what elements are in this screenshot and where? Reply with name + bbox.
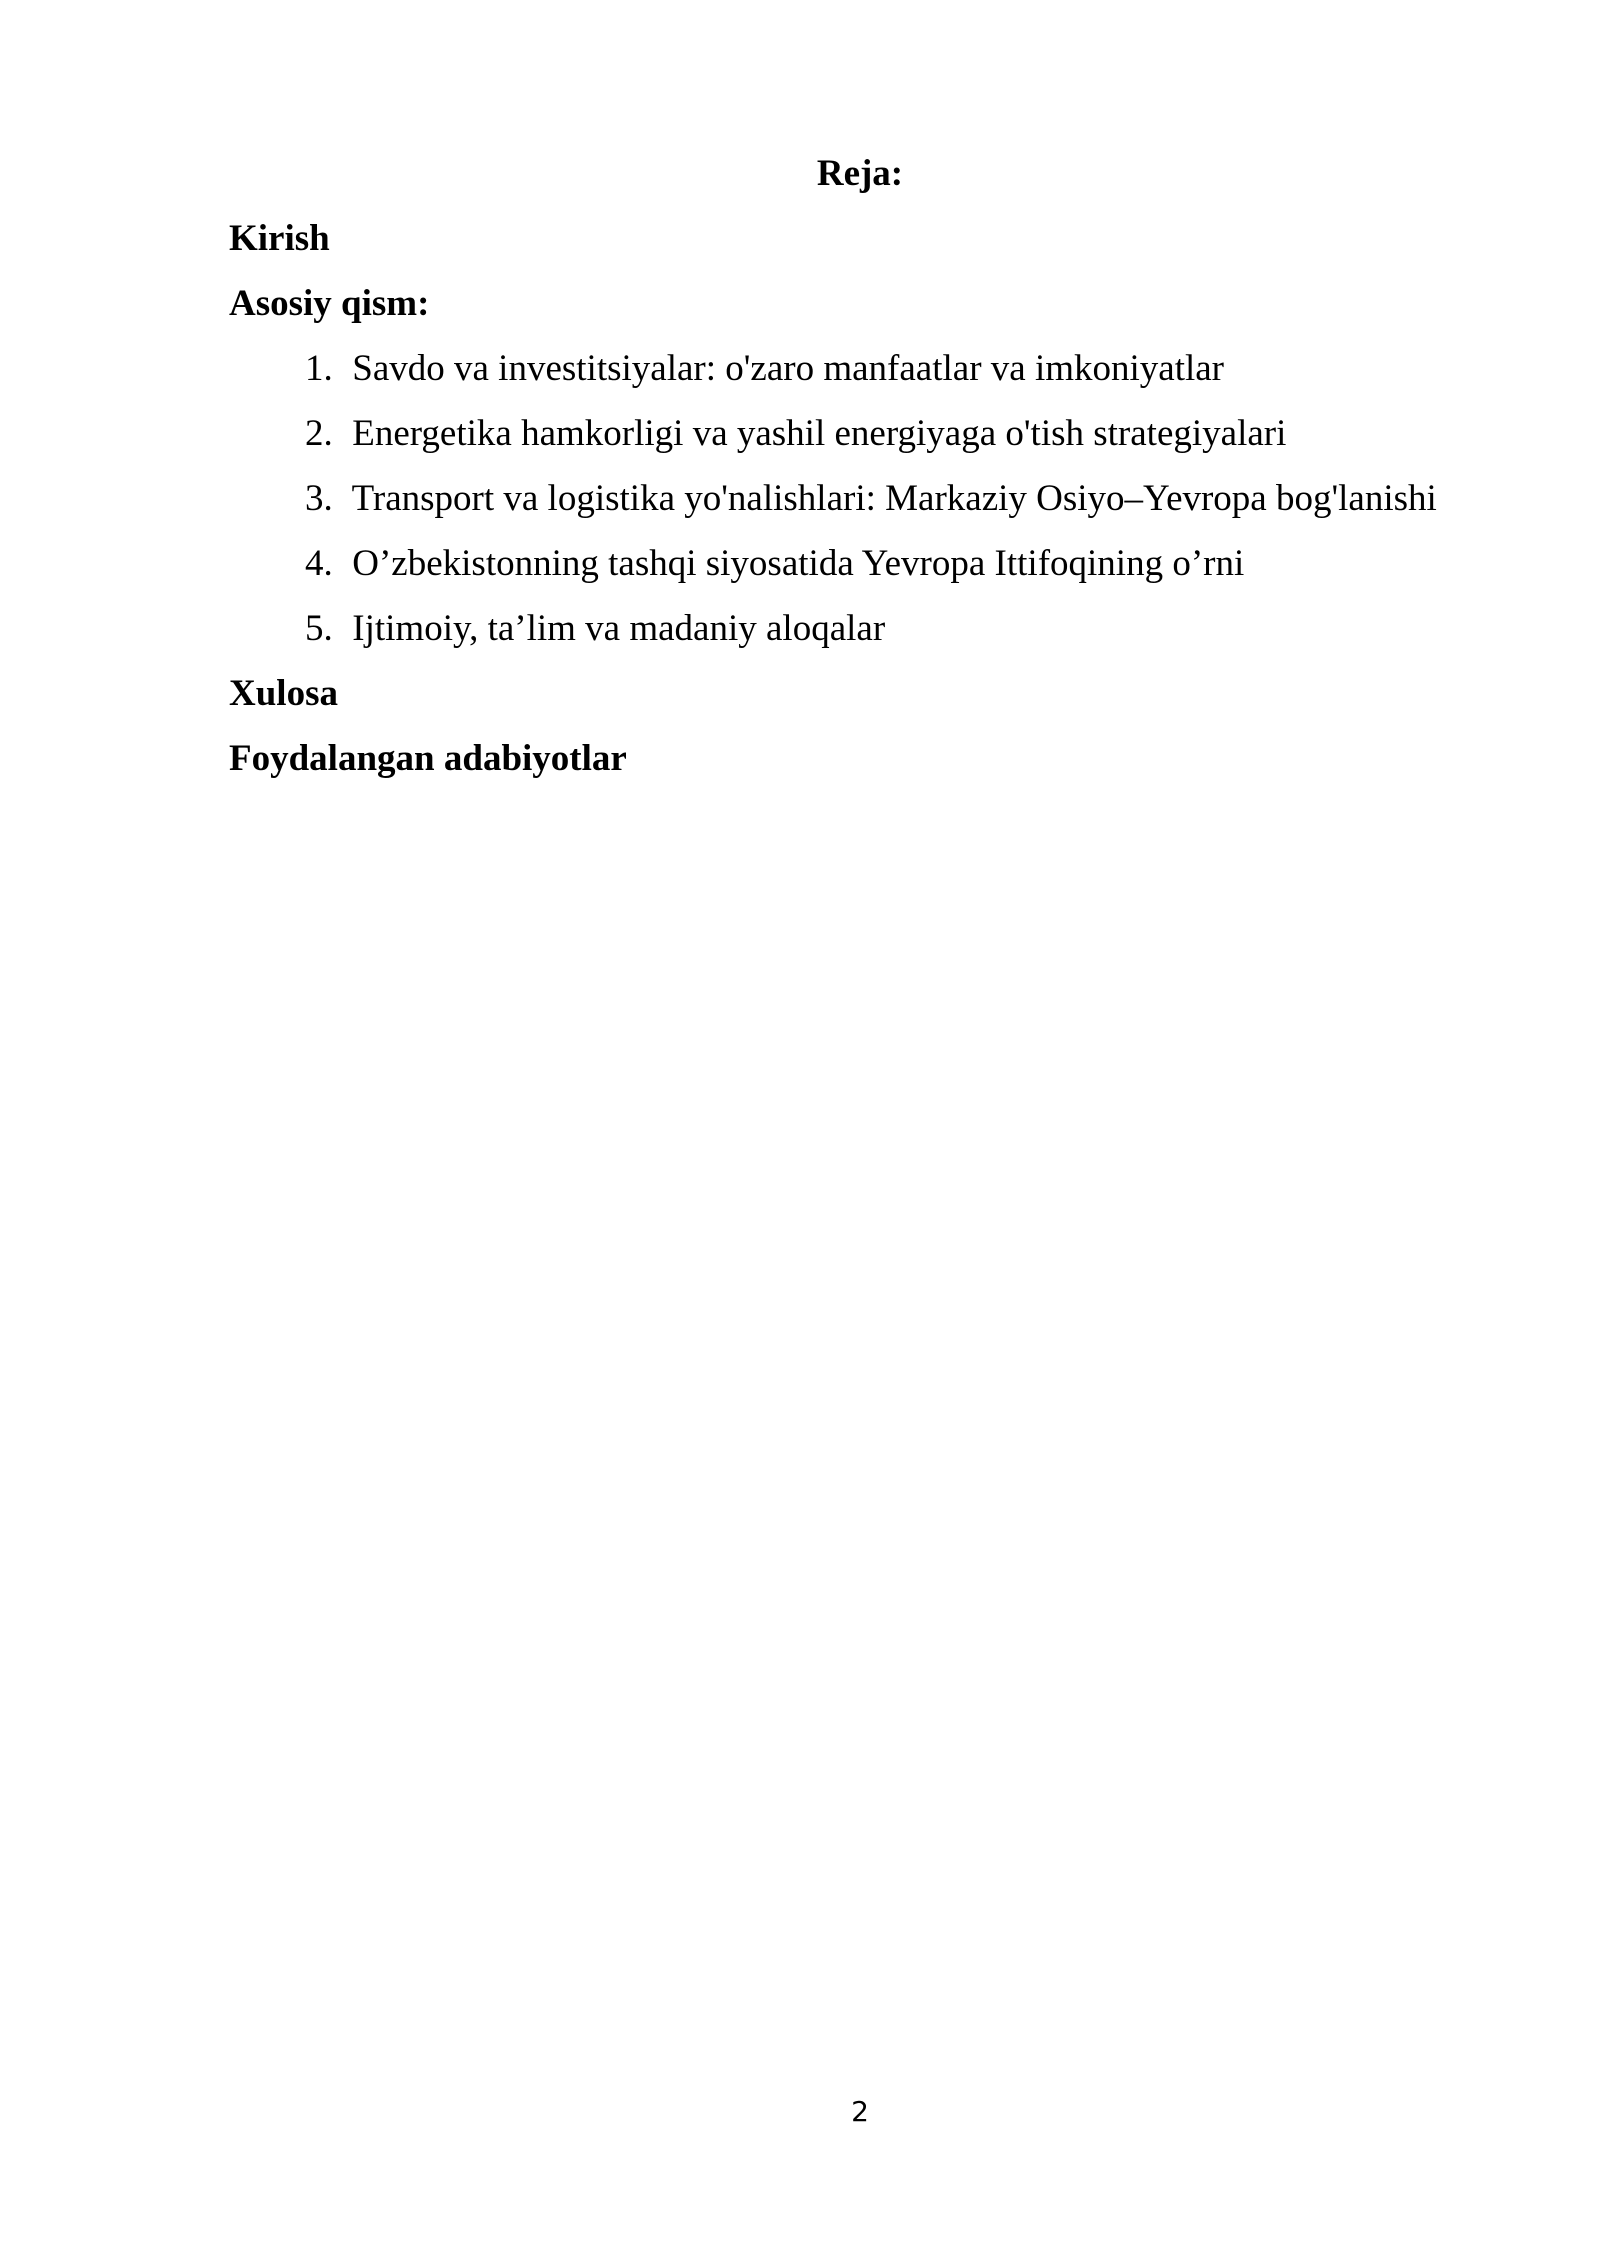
list-item-number: 5. [305, 608, 333, 649]
list-item-number: 1. [305, 348, 333, 389]
list-item [229, 605, 1529, 653]
list-item-text: Ijtimoiy, ta’lim va madaniy aloqalar [352, 608, 886, 649]
list-item-text: O’zbekistonning tashqi siyosatida Yevropa Ittifoqining o’rni [352, 543, 1245, 584]
section-references: Foydalangan adabiyotlar [229, 738, 627, 779]
section-intro: Kirish [229, 218, 330, 259]
list-item-text: Transport va logistika yo'nalishlari: Markaziy Osiyo–Yevropa bog'lanishi [351, 478, 1437, 519]
list-item-text: Energetika hamkorligi va yashil energiyaga o'tish strategiyalari [352, 413, 1287, 454]
main-items-list [229, 345, 1529, 653]
list-item [229, 345, 1529, 393]
list-item-number: 4. [305, 543, 333, 584]
list-item-number: 2. [305, 413, 333, 454]
list-item [229, 410, 1529, 458]
section-main: Asosiy qism: [229, 283, 430, 324]
plan-content [229, 215, 1529, 800]
section-conclusion: Xulosa [229, 673, 338, 714]
list-item-text: Savdo va investitsiyalar: o'zaro manfaatlar va imkoniyatlar [352, 348, 1225, 389]
page-number: 2 [851, 2095, 869, 2128]
list-item [229, 540, 1529, 588]
list-item-number: 3. [305, 478, 333, 519]
page-title: Reja: [816, 153, 904, 194]
list-item [229, 475, 1529, 523]
